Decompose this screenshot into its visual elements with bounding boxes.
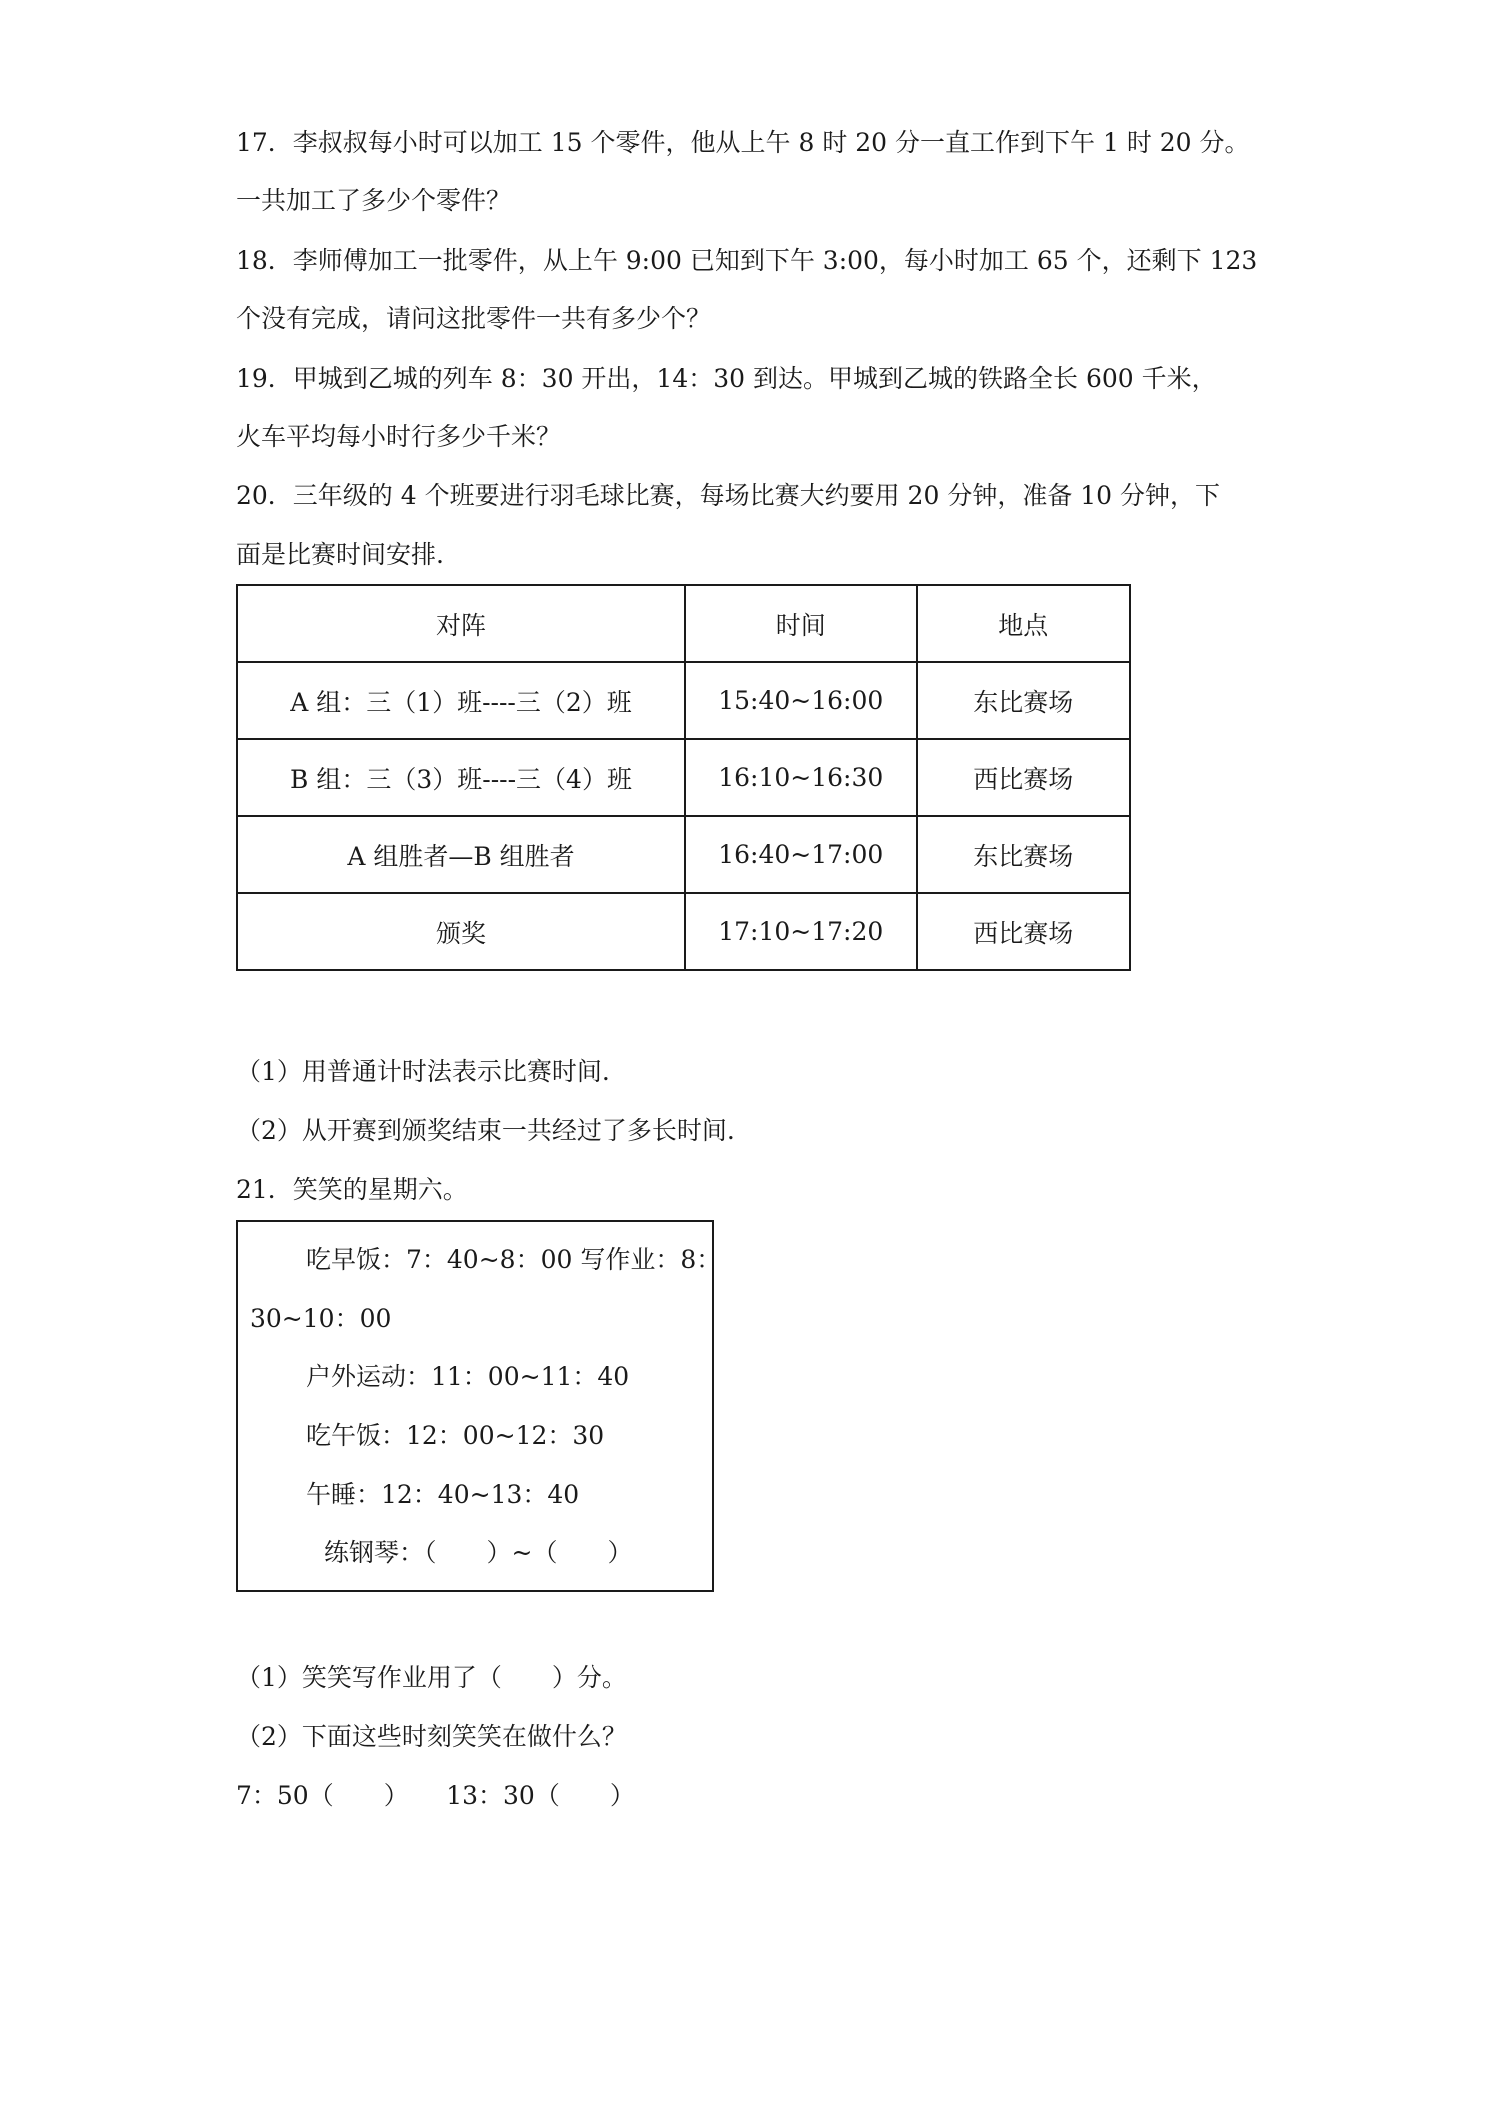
schedule-box <box>236 1220 722 1592</box>
cell-time: 16:40~17:00 <box>685 816 917 893</box>
cell-location: 东比赛场 <box>917 662 1130 739</box>
header-location: 地点 <box>917 585 1130 662</box>
q20-sub1: （1）用普通计时法表示比赛时间. <box>236 1057 610 1086</box>
q18-line1: 18．李师傅加工一批零件，从上午 9:00 已知到下午 3:00，每小时加工 65 个，还剩下 123 <box>236 246 1258 275</box>
cell-location: 西比赛场 <box>917 739 1130 816</box>
q20-line2: 面是比赛时间安排. <box>236 540 444 569</box>
cell-time: 17:10~17:20 <box>685 893 917 970</box>
q17-line2: 一共加工了多少个零件？ <box>236 186 512 215</box>
box-line-homework-end: 30~10：00 <box>250 1304 392 1333</box>
header-time: 时间 <box>685 585 917 662</box>
schedule-table <box>236 584 1131 971</box>
table-row <box>237 662 1130 739</box>
q19-line1: 19．甲城到乙城的列车 8：30 开出，14：30 到达。甲城到乙城的铁路全长 600 千米， <box>236 364 1217 393</box>
cell-location: 西比赛场 <box>917 893 1130 970</box>
q19-line2: 火车平均每小时行多少千米？ <box>236 422 562 451</box>
q21-sub3: 7：50（ ） 13：30（ ） <box>236 1781 635 1810</box>
table-header-row <box>237 585 1130 662</box>
q20-line1: 20．三年级的 4 个班要进行羽毛球比赛，每场比赛大约要用 20 分钟，准备 10 分钟，下 <box>236 481 1221 510</box>
table-row <box>237 816 1130 893</box>
box-line-nap: 午睡：12：40~13：40 <box>306 1480 580 1509</box>
cell-matchup: A 组胜者—B 组胜者 <box>237 816 685 893</box>
cell-time: 15:40~16:00 <box>685 662 917 739</box>
cell-matchup: 颁奖 <box>237 893 685 970</box>
table-row <box>237 893 1130 970</box>
box-line-lunch: 吃午饭：12：00~12：30 <box>306 1421 605 1450</box>
box-line-breakfast: 吃早饭：7：40~8：00 写作业：8： <box>306 1245 722 1274</box>
header-matchup: 对阵 <box>237 585 685 662</box>
q21-title: 21．笑笑的星期六。 <box>236 1175 468 1204</box>
box-line-outdoor: 户外运动：11：00~11：40 <box>306 1362 630 1391</box>
q18-line2: 个没有完成，请问这批零件一共有多少个？ <box>236 304 712 333</box>
table-row <box>237 739 1130 816</box>
cell-time: 16:10~16:30 <box>685 739 917 816</box>
cell-matchup: B 组：三（3）班----三（4）班 <box>237 739 685 816</box>
q20-sub2: （2）从开赛到颁奖结束一共经过了多长时间. <box>236 1116 735 1145</box>
cell-location: 东比赛场 <box>917 816 1130 893</box>
cell-matchup: A 组：三（1）班----三（2）班 <box>237 662 685 739</box>
q17-line1: 17．李叔叔每小时可以加工 15 个零件，他从上午 8 时 20 分一直工作到下午 1 时 20 分。 <box>236 128 1250 157</box>
q21-sub2: （2）下面这些时刻笑笑在做什么？ <box>236 1722 627 1751</box>
q21-sub1: （1）笑笑写作业用了（ ）分。 <box>236 1663 627 1692</box>
box-line-piano: 练钢琴：（ ）~（ ） <box>324 1538 633 1567</box>
